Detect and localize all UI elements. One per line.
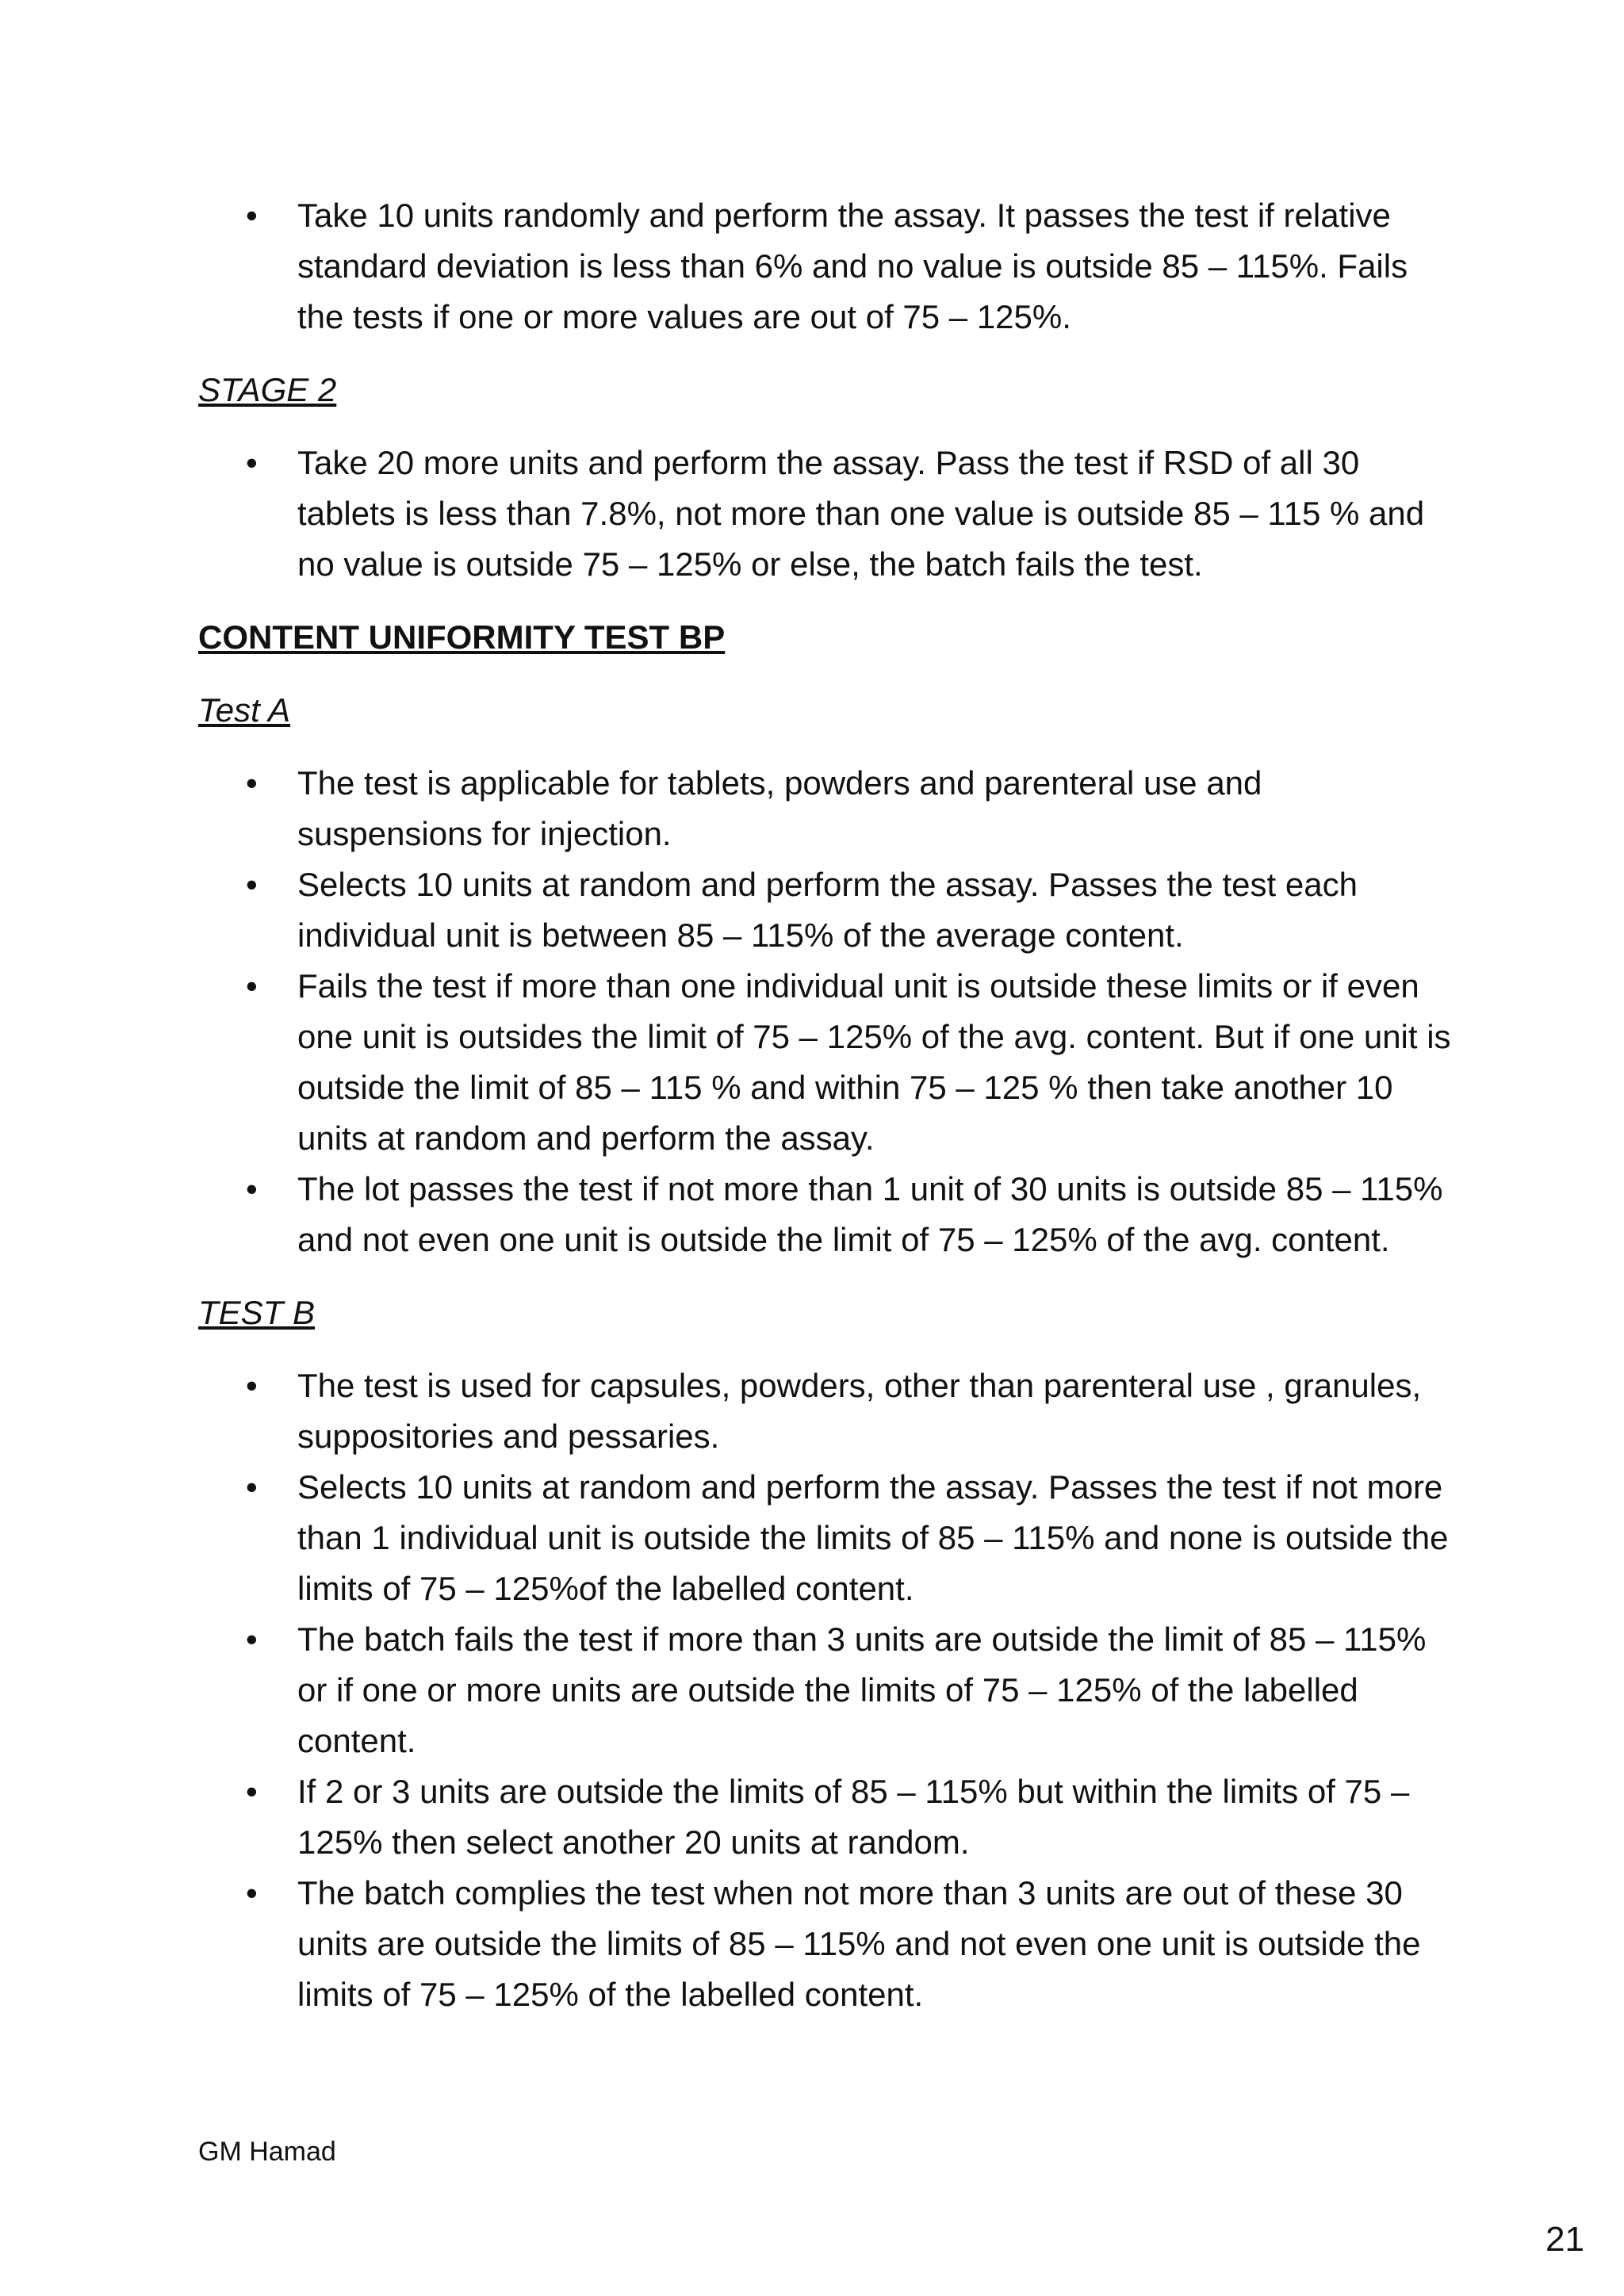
list-item [246, 1766, 1451, 1868]
bullet-icon: • [246, 1773, 258, 1810]
section-heading-test-a: Test A [198, 691, 290, 729]
section-heading-content-uniformity: CONTENT UNIFORMITY TEST BP [198, 618, 726, 656]
list-item-text: The batch fails the test if more than 3 units are outside the limit of 85 – 115% or if one or more units are outside the limits of 75 – 125% of the labelled content. [297, 1621, 1427, 1759]
list-item [246, 1462, 1451, 1614]
list-item [246, 758, 1451, 859]
list-item [246, 438, 1451, 590]
list-item-text: If 2 or 3 units are outside the limits of 85 – 115% but within the limits of 75 – 125% then select another 20 units at random. [297, 1773, 1410, 1861]
list-item-text: The test is used for capsules, powders, other than parenteral use , granules, suppositories and pessaries. [297, 1367, 1422, 1455]
list-item-text: Selects 10 units at random and perform the assay. Passes the test if not more than 1 individual unit is outside the limits of 85 – 115% and none is outside the limits of 75 – 125%of the labelled content. [297, 1468, 1449, 1607]
section-heading-test-b: TEST B [198, 1294, 316, 1331]
bullet-icon: • [246, 1621, 258, 1658]
bullet-icon: • [246, 967, 258, 1004]
section-heading-stage-2: STAGE 2 [198, 371, 337, 408]
list-item-text: Take 10 units randomly and perform the assay. It passes the test if relative standard deviation is less than 6% and no value is outside 85 – 115%. Fails the tests if one or more values are out of 75 – 125%. [297, 197, 1408, 335]
bullet-icon: • [246, 1170, 258, 1207]
bullet-icon: • [246, 1468, 258, 1506]
bullet-list [198, 438, 1451, 590]
list-item [246, 1164, 1451, 1265]
list-item-text: The lot passes the test if not more than 1 unit of 30 units is outside 85 – 115% and not even one unit is outside the limit of 75 – 125% of the avg. content. [297, 1170, 1443, 1258]
bullet-icon: • [246, 866, 258, 903]
list-item [246, 859, 1451, 961]
list-item-text: The batch complies the test when not more than 3 units are out of these 30 units are outside the limits of 85 – 115% and not even one unit is outside the limits of 75 – 125% of the labelled content. [297, 1874, 1421, 2013]
list-item [246, 1614, 1451, 1766]
list-item [246, 961, 1451, 1164]
bullet-icon: • [246, 1367, 258, 1404]
list-item [246, 190, 1451, 342]
list-item-text: Selects 10 units at random and perform the assay. Passes the test each individual unit is between 85 – 115% of the average content. [297, 866, 1358, 954]
page-number: 21 [1545, 2220, 1584, 2259]
bullet-list [198, 1360, 1451, 2020]
bullet-icon: • [246, 1874, 258, 1911]
footer-author: GM Hamad [198, 2137, 336, 2167]
bullet-icon: • [246, 764, 258, 802]
list-item-text: Take 20 more units and perform the assay. Pass the test if RSD of all 30 tablets is less than 7.8%, not more than one value is outside 85 – 115 % and no value is outside 75 – 125% or else, the batch fails the test. [297, 444, 1425, 583]
document-body [198, 190, 1451, 2020]
list-item [246, 1868, 1451, 2020]
list-item-text: The test is applicable for tablets, powders and parenteral use and suspensions for injection. [297, 764, 1262, 852]
bullet-list [198, 190, 1451, 342]
bullet-icon: • [246, 444, 258, 481]
bullet-icon: • [246, 197, 258, 234]
list-item-text: Fails the test if more than one individual unit is outside these limits or if even one unit is outsides the limit of 75 – 125% of the avg. content. But if one unit is outside the limit of 85 – 115 % and within 75 – 125 % then take another 10 units at random and perform the assay. [297, 967, 1451, 1157]
bullet-list [198, 758, 1451, 1265]
list-item [246, 1360, 1451, 1462]
